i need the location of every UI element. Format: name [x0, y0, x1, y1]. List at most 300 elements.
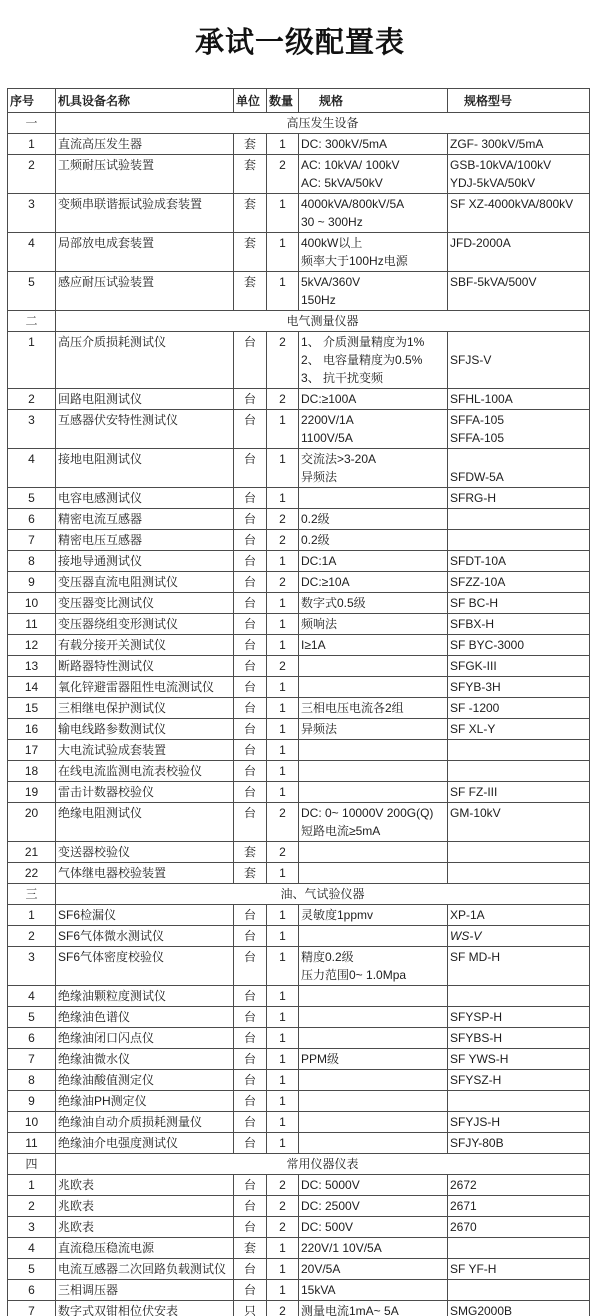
table-row [8, 740, 590, 761]
header-qty: 数量 [267, 89, 299, 113]
table-row [8, 926, 590, 947]
equipment-name-cell: 局部放电成套装置 [56, 233, 234, 272]
unit-cell: 台 [234, 719, 267, 740]
spec-cell [299, 530, 448, 551]
row-no-cell: 20 [8, 803, 56, 842]
cell-line: SFJY-80B [450, 1136, 504, 1150]
unit-cell: 台 [234, 1112, 267, 1133]
section-index-cell: 二 [8, 311, 56, 332]
equipment-name-cell: SF6检漏仪 [56, 905, 234, 926]
spec-cell [299, 410, 448, 449]
spec-cell [299, 572, 448, 593]
row-no-cell: 13 [8, 656, 56, 677]
unit-cell: 套 [234, 842, 267, 863]
spec-cell [299, 656, 448, 677]
table-row [8, 572, 590, 593]
cell-line: SMG2000B [450, 1304, 513, 1316]
table-row [8, 614, 590, 635]
qty-cell: 1 [267, 677, 299, 698]
table-body [8, 113, 590, 1316]
row-no-cell: 6 [8, 1028, 56, 1049]
table-row [8, 449, 590, 488]
model-cell [448, 1049, 590, 1070]
cell-line: 三相电压电流各2组 [301, 701, 404, 715]
unit-cell: 台 [234, 1175, 267, 1196]
model-cell [448, 1280, 590, 1301]
model-cell [448, 1217, 590, 1238]
row-no-cell: 5 [8, 488, 56, 509]
cell-line: AC: 10kVA/ 100kV [301, 158, 400, 172]
model-cell [448, 194, 590, 233]
row-no-cell: 6 [8, 509, 56, 530]
table-row [8, 635, 590, 656]
table-row [8, 803, 590, 842]
model-cell [448, 1028, 590, 1049]
cell-line: 0.2级 [301, 512, 330, 526]
table-row [8, 134, 590, 155]
qty-cell: 1 [267, 1091, 299, 1112]
qty-cell: 1 [267, 194, 299, 233]
unit-cell: 台 [234, 635, 267, 656]
page-title: 承试一级配置表 [194, 27, 405, 59]
cell-line: YDJ-5kVA/50kV [450, 176, 536, 190]
cell-line: SFBX-H [450, 617, 495, 631]
table-row [8, 947, 590, 986]
qty-cell: 2 [267, 1196, 299, 1217]
cell-line: 2671 [450, 1199, 477, 1213]
qty-cell: 1 [267, 635, 299, 656]
model-cell [448, 449, 590, 488]
equipment-name-cell: 在线电流监测电流表校验仪 [56, 761, 234, 782]
unit-cell: 台 [234, 449, 267, 488]
section-index-cell: 四 [8, 1154, 56, 1175]
spec-cell [299, 551, 448, 572]
cell-line: 测量电流1mA~ 5A [301, 1304, 399, 1316]
header-name: 机具设备名称 [56, 89, 234, 113]
qty-cell: 1 [267, 926, 299, 947]
spec-cell [299, 614, 448, 635]
unit-cell: 台 [234, 656, 267, 677]
table-header [8, 89, 590, 113]
row-no-cell: 11 [8, 614, 56, 635]
unit-cell: 台 [234, 593, 267, 614]
qty-cell: 2 [267, 530, 299, 551]
model-cell [448, 614, 590, 635]
spec-cell [299, 698, 448, 719]
cell-line: DC: 2500V [301, 1199, 360, 1213]
cell-line: GSB-10kVA/100kV [450, 158, 552, 172]
qty-cell: 1 [267, 1028, 299, 1049]
cell-line: DC:≥100A [301, 392, 357, 406]
equipment-name-cell: 氧化锌避雷器阻性电流测试仪 [56, 677, 234, 698]
qty-cell: 1 [267, 1112, 299, 1133]
cell-line: DC:≥10A [301, 575, 350, 589]
cell-line: 220V/1 10V/5A [301, 1241, 382, 1255]
table-row [8, 1238, 590, 1259]
equipment-name-cell: 兆欧表 [56, 1217, 234, 1238]
spec-cell [299, 842, 448, 863]
table-row [8, 782, 590, 803]
spec-cell [299, 740, 448, 761]
row-no-cell: 5 [8, 1259, 56, 1280]
section-header-row [8, 1154, 590, 1175]
model-cell [448, 389, 590, 410]
equipment-config-table [7, 88, 590, 1316]
equipment-name-cell: 感应耐压试验装置 [56, 272, 234, 311]
header-row [8, 89, 590, 113]
qty-cell: 2 [267, 509, 299, 530]
unit-cell: 台 [234, 698, 267, 719]
model-cell [448, 926, 590, 947]
equipment-name-cell: 绝缘电阻测试仪 [56, 803, 234, 842]
cell-line: SBF-5kVA/500V [450, 275, 537, 289]
equipment-name-cell: 直流高压发生器 [56, 134, 234, 155]
model-cell [448, 656, 590, 677]
row-no-cell: 2 [8, 1196, 56, 1217]
unit-cell: 台 [234, 389, 267, 410]
cell-line: 15kVA [301, 1283, 336, 1297]
row-no-cell: 18 [8, 761, 56, 782]
spec-cell [299, 905, 448, 926]
model-cell [448, 1175, 590, 1196]
model-cell [448, 635, 590, 656]
model-cell [448, 530, 590, 551]
equipment-name-cell: 兆欧表 [56, 1196, 234, 1217]
spec-cell [299, 1238, 448, 1259]
qty-cell: 1 [267, 1049, 299, 1070]
qty-cell: 1 [267, 782, 299, 803]
cell-line: DC:1A [301, 554, 337, 568]
spec-cell [299, 1049, 448, 1070]
spec-cell [299, 488, 448, 509]
cell-line: SFJS-V [450, 353, 492, 367]
spec-cell [299, 719, 448, 740]
cell-line: 频响法 [301, 617, 338, 631]
cell-line: 异频法 [301, 722, 338, 736]
spec-cell [299, 1259, 448, 1280]
qty-cell: 2 [267, 572, 299, 593]
row-no-cell: 9 [8, 572, 56, 593]
cell-line: SF BC-H [450, 596, 498, 610]
cell-line: 频率大于100Hz电源 [301, 254, 408, 268]
cell-line: 交流法>3-20A [301, 452, 377, 466]
spec-cell [299, 782, 448, 803]
cell-line: 4000kVA/800kV/5A [301, 197, 405, 211]
model-cell [448, 986, 590, 1007]
row-no-cell: 2 [8, 926, 56, 947]
model-cell [448, 905, 590, 926]
table-row [8, 1070, 590, 1091]
unit-cell: 套 [234, 1238, 267, 1259]
row-no-cell: 1 [8, 332, 56, 389]
cell-line: 压力范围0~ 1.0Mpa [301, 968, 407, 982]
model-cell [448, 572, 590, 593]
equipment-name-cell: 变频串联谐振试验成套装置 [56, 194, 234, 233]
section-title-cell: 电气测量仪器 [56, 311, 590, 332]
cell-line: 2200V/1A [301, 413, 354, 427]
row-no-cell: 11 [8, 1133, 56, 1154]
spec-cell [299, 1133, 448, 1154]
spec-cell [299, 1112, 448, 1133]
unit-cell: 台 [234, 905, 267, 926]
qty-cell: 2 [267, 1301, 299, 1316]
cell-line: 400kW以上 [301, 236, 363, 250]
model-cell [448, 410, 590, 449]
equipment-name-cell: 三相继电保护测试仪 [56, 698, 234, 719]
model-cell [448, 233, 590, 272]
model-cell [448, 761, 590, 782]
row-no-cell: 4 [8, 449, 56, 488]
qty-cell: 1 [267, 1259, 299, 1280]
spec-cell [299, 761, 448, 782]
spec-cell [299, 1091, 448, 1112]
table-row [8, 761, 590, 782]
qty-cell: 2 [267, 1175, 299, 1196]
unit-cell: 套 [234, 233, 267, 272]
table-row [8, 719, 590, 740]
table-row [8, 656, 590, 677]
table-row [8, 1259, 590, 1280]
qty-cell: 1 [267, 761, 299, 782]
equipment-name-cell: SF6气体微水测试仪 [56, 926, 234, 947]
row-no-cell: 8 [8, 551, 56, 572]
qty-cell: 2 [267, 803, 299, 842]
qty-cell: 1 [267, 863, 299, 884]
model-cell [448, 803, 590, 842]
table-row [8, 905, 590, 926]
row-no-cell: 3 [8, 194, 56, 233]
table-row [8, 1280, 590, 1301]
unit-cell: 台 [234, 677, 267, 698]
cell-line: SF YWS-H [450, 1052, 509, 1066]
cell-line: 1100V/5A [301, 431, 353, 445]
cell-line: DC: 300kV/5mA [301, 137, 388, 151]
cell-line: SFYB-3H [450, 680, 501, 694]
unit-cell: 台 [234, 986, 267, 1007]
model-cell [448, 1133, 590, 1154]
equipment-name-cell: 变压器直流电阻测试仪 [56, 572, 234, 593]
equipment-name-cell: 回路电阻测试仪 [56, 389, 234, 410]
model-cell [448, 155, 590, 194]
table-row [8, 1175, 590, 1196]
unit-cell: 台 [234, 740, 267, 761]
row-no-cell: 12 [8, 635, 56, 656]
qty-cell: 1 [267, 698, 299, 719]
cell-line: JFD-2000A [450, 236, 511, 250]
qty-cell: 1 [267, 410, 299, 449]
row-no-cell: 4 [8, 1238, 56, 1259]
model-cell [448, 782, 590, 803]
unit-cell: 台 [234, 1007, 267, 1028]
model-cell [448, 698, 590, 719]
unit-cell: 套 [234, 863, 267, 884]
row-no-cell: 16 [8, 719, 56, 740]
section-header-row [8, 311, 590, 332]
model-cell [448, 842, 590, 863]
qty-cell: 1 [267, 1238, 299, 1259]
table-row [8, 1196, 590, 1217]
qty-cell: 2 [267, 389, 299, 410]
spec-cell [299, 803, 448, 842]
cell-line: SFGK-III [450, 659, 497, 673]
equipment-name-cell: 绝缘油介电强度测试仪 [56, 1133, 234, 1154]
equipment-name-cell: 接地导通测试仪 [56, 551, 234, 572]
cell-line: 30 ~ 300Hz [301, 215, 363, 229]
table-row [8, 986, 590, 1007]
model-cell [448, 1070, 590, 1091]
cell-line: SFYSZ-H [450, 1073, 502, 1087]
qty-cell: 1 [267, 986, 299, 1007]
table-row [8, 410, 590, 449]
equipment-name-cell: 绝缘油微水仪 [56, 1049, 234, 1070]
spec-cell [299, 635, 448, 656]
row-no-cell: 7 [8, 530, 56, 551]
spec-cell [299, 272, 448, 311]
cell-line: SFZZ-10A [450, 575, 506, 589]
equipment-name-cell: 气体继电器校验装置 [56, 863, 234, 884]
spec-cell [299, 677, 448, 698]
cell-line: 0.2级 [301, 533, 330, 547]
equipment-name-cell: 大电流试验成套装置 [56, 740, 234, 761]
equipment-name-cell: 工频耐压试验装置 [56, 155, 234, 194]
unit-cell: 台 [234, 947, 267, 986]
cell-line: SF -1200 [450, 701, 500, 715]
table-row [8, 1091, 590, 1112]
cell-line: 短路电流≥5mA [301, 824, 381, 838]
equipment-name-cell: 有载分接开关测试仪 [56, 635, 234, 656]
equipment-name-cell: 雷击计数器校验仪 [56, 782, 234, 803]
model-cell [448, 509, 590, 530]
cell-line: WS-V [450, 929, 482, 943]
cell-line: SF YF-H [450, 1262, 497, 1276]
qty-cell: 2 [267, 155, 299, 194]
cell-line: SFFA-105 [450, 431, 505, 445]
cell-line: SF FZ-III [450, 785, 498, 799]
table-row [8, 1049, 590, 1070]
model-cell [448, 947, 590, 986]
equipment-name-cell: 绝缘油酸值测定仪 [56, 1070, 234, 1091]
table-row [8, 194, 590, 233]
table-row [8, 593, 590, 614]
cell-line: DC: 5000V [301, 1178, 360, 1192]
row-no-cell: 1 [8, 1175, 56, 1196]
cell-line: SF MD-H [450, 950, 500, 964]
cell-line: 3、 抗干扰变频 [301, 371, 384, 385]
unit-cell: 台 [234, 803, 267, 842]
equipment-name-cell: 绝缘油自动介质损耗测量仪 [56, 1112, 234, 1133]
unit-cell: 台 [234, 1217, 267, 1238]
section-header-row [8, 113, 590, 134]
section-header-row [8, 884, 590, 905]
row-no-cell: 6 [8, 1280, 56, 1301]
row-no-cell: 2 [8, 155, 56, 194]
row-no-cell: 10 [8, 1112, 56, 1133]
unit-cell: 套 [234, 155, 267, 194]
qty-cell: 1 [267, 1007, 299, 1028]
section-title-cell: 常用仪器仪表 [56, 1154, 590, 1175]
spec-cell [299, 926, 448, 947]
row-no-cell: 7 [8, 1049, 56, 1070]
spec-cell [299, 134, 448, 155]
row-no-cell: 14 [8, 677, 56, 698]
row-no-cell: 22 [8, 863, 56, 884]
equipment-name-cell: 数字式双钳相位伏安表 [56, 1301, 234, 1316]
row-no-cell: 3 [8, 410, 56, 449]
equipment-name-cell: 变送器校验仪 [56, 842, 234, 863]
section-index-cell: 一 [8, 113, 56, 134]
spec-cell [299, 449, 448, 488]
table-row [8, 1007, 590, 1028]
equipment-name-cell: 三相调压器 [56, 1280, 234, 1301]
unit-cell: 台 [234, 761, 267, 782]
model-cell [448, 863, 590, 884]
table-row [8, 677, 590, 698]
qty-cell: 2 [267, 842, 299, 863]
model-cell [448, 719, 590, 740]
header-no: 序号 [8, 89, 56, 113]
unit-cell: 台 [234, 782, 267, 803]
equipment-name-cell: 兆欧表 [56, 1175, 234, 1196]
cell-line: 异频法 [301, 470, 338, 484]
model-cell [448, 1091, 590, 1112]
equipment-name-cell: 输电线路参数测试仪 [56, 719, 234, 740]
spec-cell [299, 863, 448, 884]
equipment-name-cell: 绝缘油闭口闪点仪 [56, 1028, 234, 1049]
cell-line: SFRG-H [450, 491, 496, 505]
row-no-cell: 4 [8, 986, 56, 1007]
row-no-cell: 7 [8, 1301, 56, 1316]
cell-line: ZGF- 300kV/5mA [450, 137, 544, 151]
cell-line: SF XZ-4000kVA/800kV [450, 197, 574, 211]
qty-cell: 1 [267, 740, 299, 761]
model-cell [448, 1007, 590, 1028]
table-row [8, 332, 590, 389]
qty-cell: 1 [267, 614, 299, 635]
equipment-name-cell: 变压器变比测试仪 [56, 593, 234, 614]
table-row [8, 389, 590, 410]
cell-line: GM-10kV [450, 806, 501, 820]
qty-cell: 1 [267, 947, 299, 986]
row-no-cell: 9 [8, 1091, 56, 1112]
model-cell [448, 1301, 590, 1316]
cell-line: 20V/5A [301, 1262, 341, 1276]
row-no-cell: 10 [8, 593, 56, 614]
model-cell [448, 593, 590, 614]
qty-cell: 1 [267, 551, 299, 572]
model-cell [448, 677, 590, 698]
section-index-cell: 三 [8, 884, 56, 905]
qty-cell: 1 [267, 488, 299, 509]
table-row [8, 272, 590, 311]
model-cell [448, 1259, 590, 1280]
unit-cell: 台 [234, 1133, 267, 1154]
equipment-name-cell: 精密电压互感器 [56, 530, 234, 551]
cell-line: 2、 电容量精度为0.5% [301, 353, 423, 367]
spec-cell [299, 1028, 448, 1049]
cell-line: SF XL-Y [450, 722, 496, 736]
unit-cell: 台 [234, 1091, 267, 1112]
cell-line: I≥1A [301, 638, 326, 652]
cell-line: DC: 500V [301, 1220, 354, 1234]
row-no-cell: 2 [8, 389, 56, 410]
qty-cell: 2 [267, 656, 299, 677]
cell-line: SFDT-10A [450, 554, 507, 568]
cell-line: 1、 介质测量精度为1% [301, 335, 425, 349]
table-row [8, 509, 590, 530]
qty-cell: 2 [267, 332, 299, 389]
qty-cell: 1 [267, 1280, 299, 1301]
cell-line: SFYBS-H [450, 1031, 503, 1045]
